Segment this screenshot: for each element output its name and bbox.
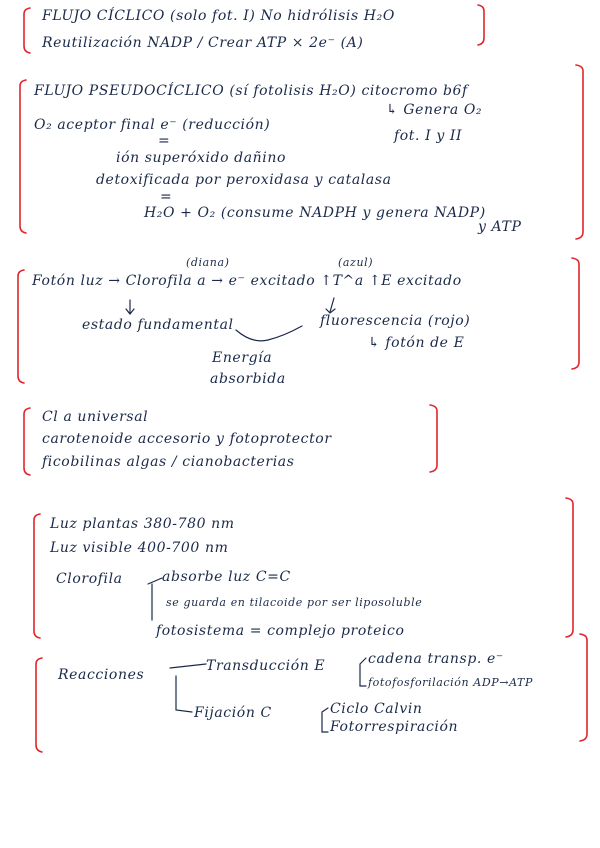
reacciones-fijacion: Fijación C bbox=[194, 705, 272, 721]
ciclico-line-2: Reutilización NADP / Crear ATP × 2e⁻ (A) bbox=[42, 35, 364, 51]
foton-foton-e: ↳ fotón de E bbox=[368, 335, 465, 351]
pseudociclico-productos: H₂O + O₂ (consume NADPH y genera NADP) bbox=[144, 205, 486, 221]
fijacion-branch bbox=[322, 708, 328, 732]
pseudociclico-note-genera: ↳ Genera O₂ bbox=[386, 102, 483, 118]
bracket-left-foton bbox=[18, 270, 24, 383]
foton-energia: Energía bbox=[212, 350, 273, 366]
luz-plantas: Luz plantas 380-780 nm bbox=[50, 516, 235, 532]
ciclico-line-1: FLUJO CÍCLICO (solo fot. I) No hidrólisis H₂O bbox=[42, 8, 395, 24]
reacciones-calvin: Ciclo Calvin bbox=[330, 701, 423, 717]
bracket-left-pseudociclico bbox=[20, 80, 26, 233]
pseudociclico-aceptor: O₂ aceptor final e⁻ (reducción) bbox=[34, 117, 271, 133]
foton-absorbida: absorbida bbox=[210, 371, 286, 387]
reacciones-label: Reacciones bbox=[58, 667, 145, 683]
reacciones-branch-top bbox=[170, 664, 206, 668]
pseudociclico-note-atp: y ATP bbox=[478, 219, 522, 235]
foton-main: Fotón luz → Clorofila a → e⁻ excitado ↑T^a ↑E excitado bbox=[32, 273, 462, 289]
bracket-right-ciclico bbox=[478, 5, 484, 45]
bracket-right-reacciones bbox=[580, 634, 587, 741]
foton-fluorescencia: fluorescencia (rojo) bbox=[320, 313, 471, 329]
bracket-left-pigmentos bbox=[24, 408, 30, 475]
reacciones-branch-bottom bbox=[176, 676, 192, 712]
pseudociclico-eq-2: = bbox=[160, 189, 173, 205]
pseudociclico-title: FLUJO PSEUDOCÍCLICO (sí fotolisis H₂O) citocromo b6f bbox=[34, 83, 468, 99]
reacciones-transduccion: Transducción E bbox=[206, 658, 326, 674]
luz-fotosistema: fotosistema = complejo proteico bbox=[156, 623, 405, 639]
bracket-right-pseudociclico bbox=[576, 65, 583, 239]
bracket-left-ciclico bbox=[24, 8, 30, 53]
pseudociclico-eq-1: = bbox=[158, 133, 171, 149]
arrow-to-fluorescencia bbox=[326, 298, 335, 313]
foton-estado-fundamental: estado fundamental bbox=[82, 317, 234, 333]
transduccion-branch bbox=[360, 658, 366, 686]
luz-visible: Luz visible 400-700 nm bbox=[50, 540, 229, 556]
bracket-left-reacciones bbox=[36, 658, 42, 752]
pigmentos-line-2: carotenoide accesorio y fotoprotector bbox=[42, 431, 332, 447]
pseudociclico-superoxido: ión superóxido dañino bbox=[116, 150, 287, 166]
clorofila-branch bbox=[148, 578, 162, 620]
reacciones-cadena: cadena transp. e⁻ bbox=[368, 651, 504, 667]
pigmentos-line-1: Cl a universal bbox=[42, 409, 149, 425]
bracket-right-foton bbox=[572, 258, 579, 369]
bracket-left-luz bbox=[34, 514, 40, 638]
reacciones-fotofosforilacion: fotofosforilación ADP→ATP bbox=[368, 676, 533, 689]
luz-clorofila: Clorofila bbox=[56, 571, 123, 587]
luz-guarda-tilacoide: se guarda en tilacoide por ser liposoluble bbox=[166, 596, 423, 609]
foton-label-azul: (azul) bbox=[338, 256, 374, 269]
pseudociclico-detoxificada: detoxificada por peroxidasa y catalasa bbox=[96, 172, 392, 188]
reacciones-fotorrespiracion: Fotorrespiración bbox=[330, 719, 459, 735]
arrow-to-estado-fundamental bbox=[126, 300, 134, 314]
pigmentos-line-3: ficobilinas algas / cianobacterias bbox=[42, 454, 295, 470]
bracket-right-pigmentos bbox=[430, 405, 437, 472]
luz-absorbe: absorbe luz C=C bbox=[162, 569, 291, 585]
foton-label-diana: (diana) bbox=[186, 256, 230, 269]
pseudociclico-note-fot: fot. I y II bbox=[394, 128, 463, 144]
energy-brace bbox=[236, 326, 302, 341]
bracket-right-luz bbox=[566, 498, 573, 637]
